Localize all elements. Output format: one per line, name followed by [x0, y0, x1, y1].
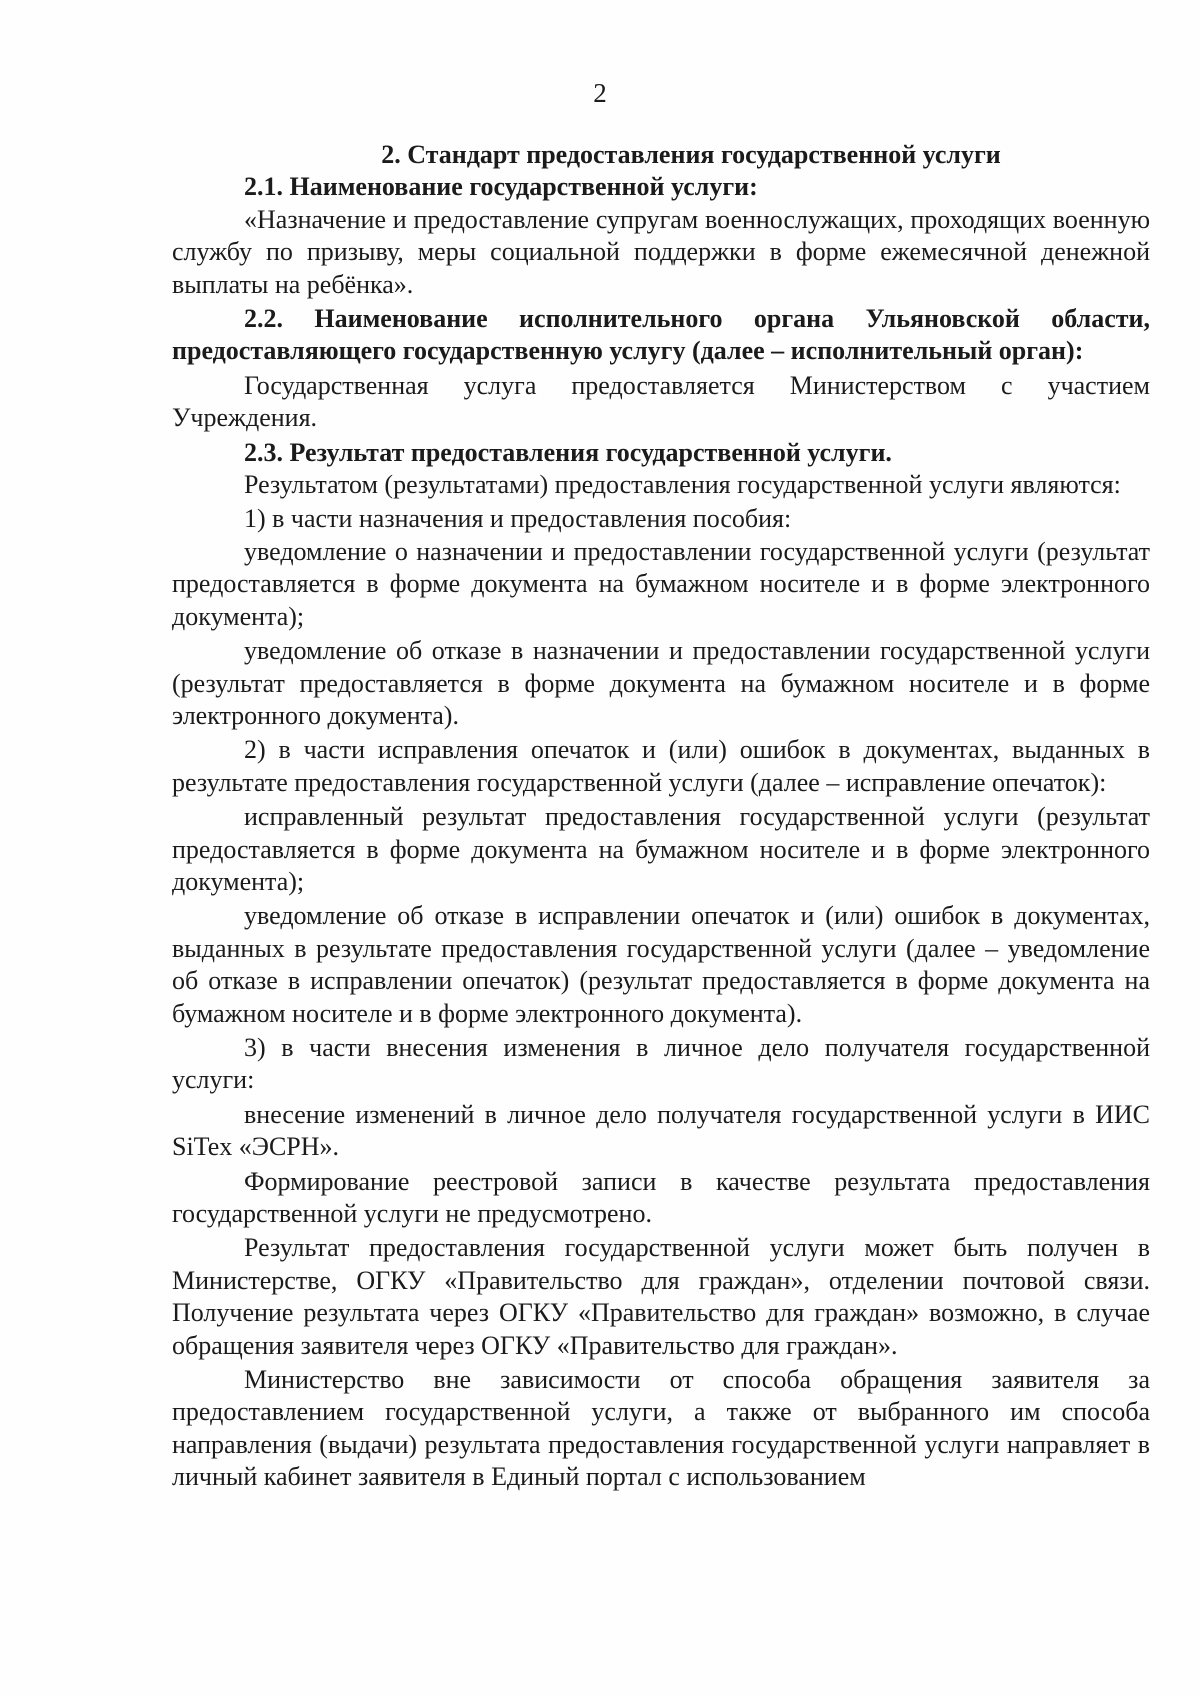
- paragraph-results-intro: Результатом (результатами) предоставления государственной услуги являются:: [244, 470, 1121, 500]
- list-item-1: 1) в части назначения и предоставления пособия:: [244, 504, 792, 534]
- document-body: [172, 139, 1150, 1494]
- paragraph-result-receipt: Результат предоставления государственной услуги может быть получен в Министерстве, ОГКУ «Правительство для граждан», отделении почтовой связи. Получение результата через ОГКУ «Правительство для граждан» возможно, в случае обращения заявителя через ОГКУ «Правительство для граждан».: [172, 1233, 1150, 1360]
- paragraph-correction-refusal: уведомление об отказе в исправлении опечаток и (или) ошибок в документах, выданных в результате предоставления государственной услуги (далее – уведомление об отказе в исправлении опечаток) (результат предоставляется в форме документа на бумажном носителе и в форме электронного документа).: [172, 901, 1150, 1028]
- subsection-heading-2-2: 2.2. Наименование исполнительного органа Ульяновской области, предоставляющего государственную услугу (далее – исполнительный орган):: [172, 304, 1150, 366]
- paragraph-service-name: «Назначение и предоставление супругам военнослужащих, проходящих военную службу по призыву, меры социальной поддержки в форме ежемесячной денежной выплаты на ребёнка».: [172, 204, 1150, 299]
- subsection-heading-2-1: 2.1. Наименование государственной услуги:: [244, 172, 758, 202]
- section-title: 2. Стандарт предоставления государственной услуги: [381, 140, 1001, 169]
- paragraph-personal-file-change: внесение изменений в личное дело получателя государственной услуги в ИИС SiTex «ЭСРН».: [172, 1099, 1150, 1162]
- paragraph-executive-body: Государственная услуга предоставляется Министерством с участием Учреждения.: [172, 370, 1150, 433]
- paragraph-registry-record: Формирование реестровой записи в качестве результата предоставления государственной услуги не предусмотрено.: [172, 1166, 1150, 1228]
- paragraph-corrected-result: исправленный результат предоставления государственной услуги (результат предоставляется в форме документа на бумажном носителе и в форме электронного документа);: [172, 802, 1150, 896]
- paragraph-notification-granted: уведомление о назначении и предоставлении государственной услуги (результат предоставляется в форме документа на бумажном носителе и в форме электронного документа);: [172, 536, 1150, 631]
- list-item-3: 3) в части внесения изменения в личное дело получателя государственной услуги:: [172, 1032, 1150, 1095]
- list-item-2: 2) в части исправления опечаток и (или) ошибок в документах, выданных в результате предоставления государственной услуги (далее – исправление опечаток):: [172, 735, 1150, 797]
- paragraph-notification-refusal: уведомление об отказе в назначении и предоставлении государственной услуги (результат предоставляется в форме документа на бумажном носителе и в форме электронного документа).: [172, 636, 1150, 730]
- subsection-heading-2-3: 2.3. Результат предоставления государственной услуги.: [244, 437, 892, 467]
- page-number: 2: [593, 78, 607, 108]
- paragraph-ministry-delivery: Министерство вне зависимости от способа обращения заявителя за предоставлением государственной услуги, а также от выбранного им способа направления (выдачи) результата предоставления государственной услуги направляет в личный кабинет заявителя в Единый портал с использованием: [172, 1365, 1150, 1492]
